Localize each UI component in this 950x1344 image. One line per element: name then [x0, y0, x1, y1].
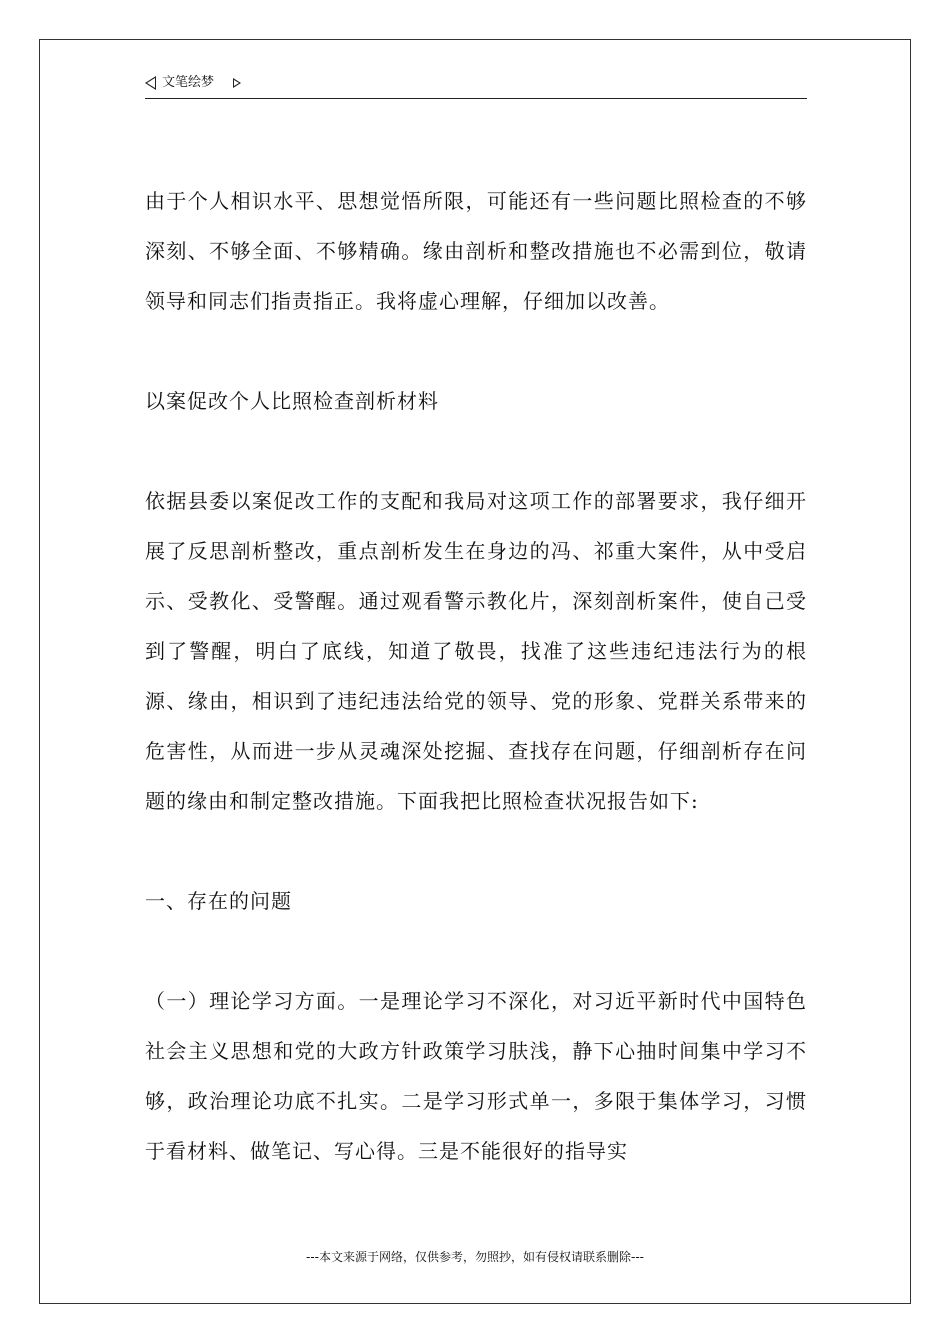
document-title: 以案促改个人比照检查剖析材料 — [145, 389, 439, 413]
document-body — [145, 176, 807, 1226]
paragraph-theory-study: （一）理论学习方面。一是理论学习不深化，对习近平新时代中国特色社会主义思想和党的大政方针政策学习肤浅，静下心抽时间集中学习不够，政治理论功底不扎实。二是学习形式单一，多限于集体学习，习惯于看材料、做笔记、写心得。三是不能很好的指导实 — [145, 989, 807, 1163]
page-header — [145, 72, 807, 99]
paragraph-intro-closing: 由于个人相识水平、思想觉悟所限，可能还有一些问题比照检查的不够深刻、不够全面、不够精确。缘由剖析和整改措施也不必需到位，敬请领导和同志们指责指正。我将虚心理解，仔细加以改善。 — [145, 189, 807, 313]
triangle-right-icon — [233, 78, 241, 88]
triangle-left-icon — [145, 76, 156, 90]
section-heading-problems: 一、存在的问题 — [145, 889, 292, 913]
paragraph-background: 依据县委以案促改工作的支配和我局对这项工作的部署要求，我仔细开展了反思剖析整改，重点剖析发生在身边的冯、祁重大案件，从中受启示、受教化、受警醒。通过观看警示教化片，深刻剖析案件，使自己受到了警醒，明白了底线，知道了敬畏，找准了这些违纪违法行为的根源、缘由，相识到了违纪违法给党的领导、党的形象、党群关系带来的危害性，从而进一步从灵魂深处挖掘、查找存在问题，仔细剖析存在问题的缘由和制定整改措施。下面我把比照检查状况报告如下: — [145, 489, 807, 813]
footer-notice: ---本文来源于网络，仅供参考，勿照抄，如有侵权请联系删除--- — [306, 1250, 644, 1264]
header-brand: 文笔绘梦 — [162, 75, 215, 90]
